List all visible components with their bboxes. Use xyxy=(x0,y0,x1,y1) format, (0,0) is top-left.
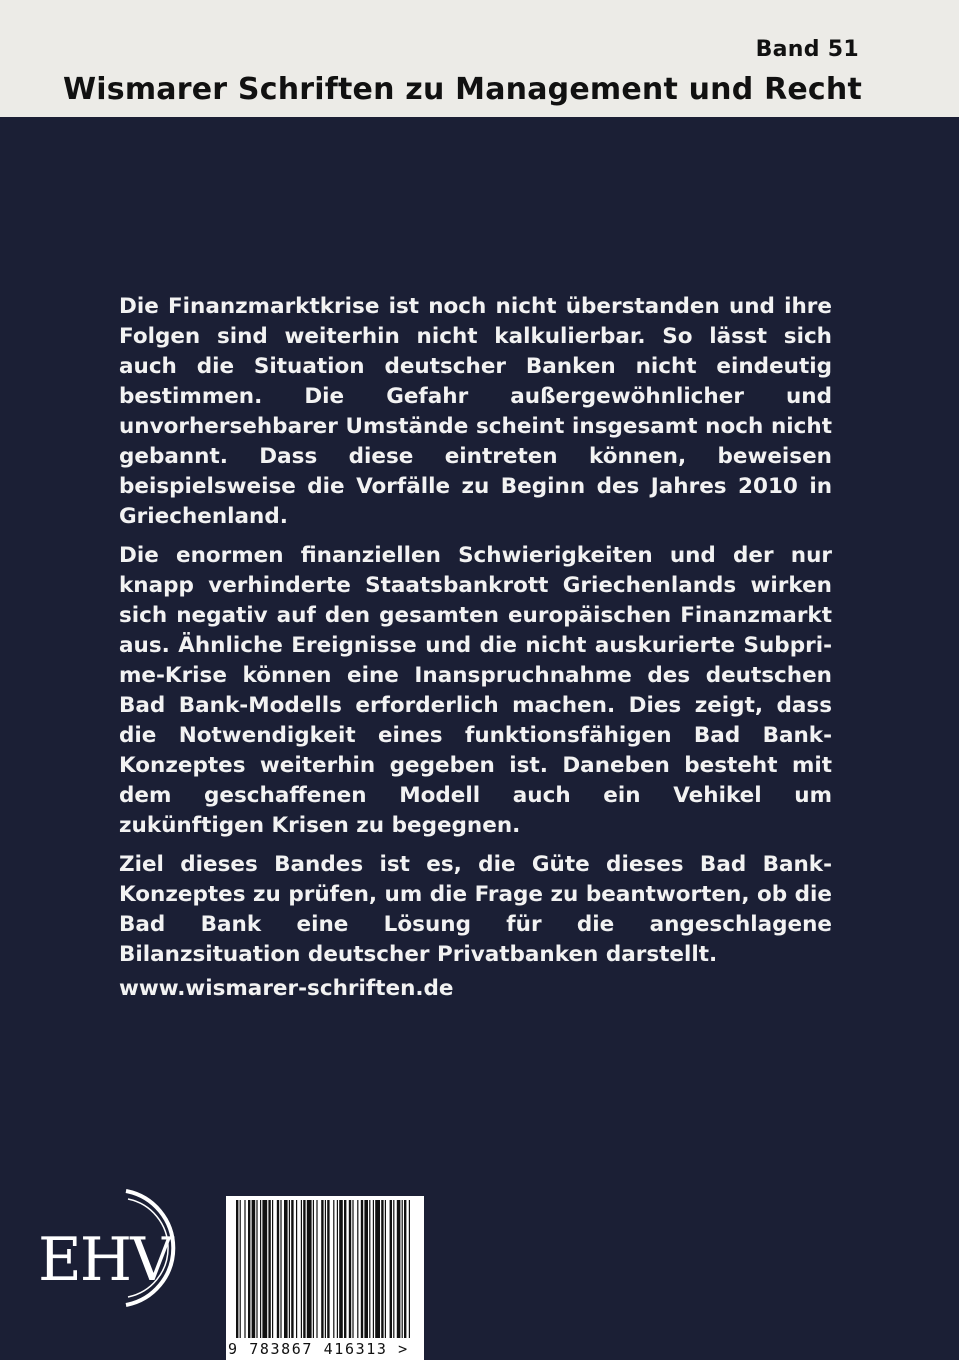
barcode-bar xyxy=(381,1200,383,1338)
barcode-bar xyxy=(402,1200,403,1338)
blurb-text xyxy=(119,292,832,979)
barcode-bar xyxy=(409,1200,410,1338)
barcode-bar xyxy=(244,1200,245,1338)
barcode-bar xyxy=(307,1200,312,1338)
barcode-bar xyxy=(291,1200,293,1338)
barcode-bar xyxy=(303,1200,305,1338)
isbn-digits: 9 783867 416313 > xyxy=(228,1340,422,1358)
barcode-bar xyxy=(373,1200,374,1338)
barcode-bar xyxy=(375,1200,380,1338)
barcode-bar xyxy=(280,1200,281,1338)
barcode-bar xyxy=(252,1200,256,1338)
barcode-bar xyxy=(301,1200,302,1338)
barcode-bar xyxy=(240,1200,241,1338)
barcode-bar xyxy=(393,1200,394,1338)
barcode-bars xyxy=(226,1196,424,1360)
paragraph-1: Die Finanzmarktkrise ist noch nicht überstanden und ihre Folgen sind weiterhin nicht kalkulierbar. So lässt sich auch die Situation deutscher Banken nicht eindeutig bestimmen. Die Gefahr außergewöhnlicher und unvorhersehbarer Umstände scheint insgesamt noch nicht gebannt. Dass diese eintreten können, beweisen beispielsweise die Vorfälle zu Beginn des Jahres 2010 in Griechenland. xyxy=(119,294,832,529)
barcode-bar xyxy=(385,1200,386,1338)
barcode-bar xyxy=(361,1200,363,1338)
barcode-bar xyxy=(325,1200,326,1338)
barcode-bar xyxy=(404,1200,406,1338)
logo-text: EHV xyxy=(38,1225,172,1295)
barcode-bar xyxy=(316,1200,317,1338)
barcode-bar xyxy=(344,1200,346,1338)
barcode-bar xyxy=(289,1200,290,1338)
ehv-logo-icon xyxy=(30,1185,195,1310)
barcode-bar xyxy=(327,1200,329,1338)
barcode-bar xyxy=(337,1200,338,1338)
series-title: Wismarer Schriften zu Management und Recht xyxy=(63,72,862,107)
paragraph-3: Ziel dieses Bandes ist es, die Güte dieses Bad Bank-Konzeptes zu prüfen, um die Frage zu beantworten, ob die Bad Bank eine Lösung für die angeschlagene Bilanzsituation deutscher Privatbanken darstellt. xyxy=(119,852,832,967)
website-link[interactable]: www.wismarer-schriften.de xyxy=(119,976,454,1001)
paragraph-2: Die enormen finanziellen Schwierigkeiten und der nur knapp verhinderte Staatsbankrott Griechenlands wirken sich negativ auf den gesamten europäischen Finanzmarkt aus. Ähnliche Ereignisse und die nicht auskurierte Subprime-Krise können eine Inanspruchnahme des deutschen Bad Bank-Modells erforderlich machen. Dies zeigt, dass die Notwendigkeit eines funktionsfähigen Bad Bank-Konzeptes weiterhin gegeben ist. Daneben besteht mit dem geschaffenen Modell auch ein Vehikel um zukünftigen Krisen zu begegnen. xyxy=(119,543,832,838)
barcode-bar xyxy=(284,1200,288,1338)
barcode-bar xyxy=(321,1200,323,1338)
barcode-bar xyxy=(260,1200,261,1338)
volume-number: Band 51 xyxy=(755,37,859,62)
barcode-bar xyxy=(313,1200,314,1338)
barcode-bar xyxy=(262,1200,267,1338)
barcode-bar xyxy=(277,1200,279,1338)
header-band xyxy=(0,0,959,117)
barcode-bar xyxy=(369,1200,370,1338)
barcode-bar xyxy=(236,1200,238,1338)
barcode-bar xyxy=(349,1200,351,1338)
barcode-bar xyxy=(296,1200,297,1338)
barcode-bar xyxy=(268,1200,270,1338)
barcode-bar xyxy=(352,1200,353,1338)
isbn-barcode xyxy=(226,1196,424,1360)
barcode-bar xyxy=(390,1200,392,1338)
barcode-bar xyxy=(397,1200,401,1338)
barcode-bar xyxy=(272,1200,273,1338)
barcode-bar xyxy=(333,1200,334,1338)
barcode-bar xyxy=(357,1200,358,1338)
barcode-bar xyxy=(256,1200,257,1338)
barcode-bar xyxy=(339,1200,343,1338)
barcode-bar xyxy=(364,1200,368,1338)
barcode-bar xyxy=(248,1200,250,1338)
